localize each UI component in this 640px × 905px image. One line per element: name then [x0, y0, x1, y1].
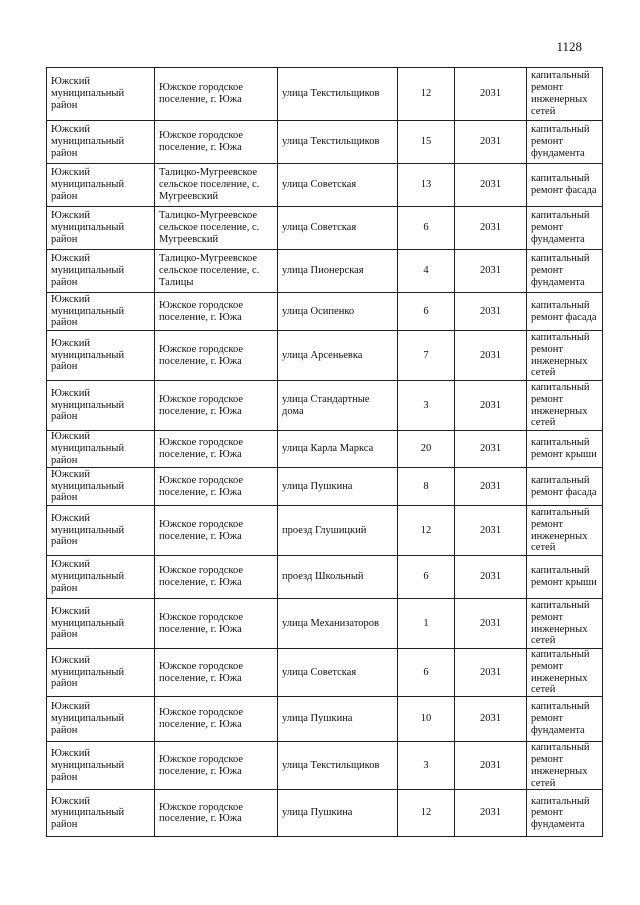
work-type-cell: капитальный ремонт фундамента [527, 207, 603, 250]
settlement-cell: Южское городское поселение, г. Южа [155, 293, 278, 331]
street-cell: улица Пушкина [278, 468, 398, 506]
work-type-cell: капитальный ремонт фасада [527, 164, 603, 207]
settlement-cell: Южское городское поселение, г. Южа [155, 506, 278, 556]
year-cell: 2031 [455, 68, 527, 121]
house-number-cell: 12 [398, 506, 455, 556]
table-row [47, 68, 603, 121]
table-row [47, 468, 603, 506]
table-row [47, 250, 603, 293]
year-cell: 2031 [455, 331, 527, 381]
year-cell: 2031 [455, 431, 527, 468]
street-cell: улица Советская [278, 207, 398, 250]
year-cell: 2031 [455, 697, 527, 742]
house-number-cell: 7 [398, 331, 455, 381]
settlement-cell: Талицко-Мугреевское сельское поселение, с. Мугреевский [155, 164, 278, 207]
district-cell: Южский муниципальный район [47, 164, 155, 207]
district-cell: Южский муниципальный район [47, 431, 155, 468]
year-cell: 2031 [455, 599, 527, 649]
street-cell: улица Советская [278, 649, 398, 697]
settlement-cell: Южское городское поселение, г. Южа [155, 790, 278, 837]
settlement-cell: Южское городское поселение, г. Южа [155, 742, 278, 790]
house-number-cell: 12 [398, 790, 455, 837]
house-number-cell: 20 [398, 431, 455, 468]
settlement-cell: Южское городское поселение, г. Южа [155, 556, 278, 599]
year-cell: 2031 [455, 207, 527, 250]
house-number-cell: 3 [398, 381, 455, 431]
year-cell: 2031 [455, 790, 527, 837]
work-type-cell: капитальный ремонт инженерных сетей [527, 649, 603, 697]
year-cell: 2031 [455, 164, 527, 207]
work-type-cell: капитальный ремонт инженерных сетей [527, 506, 603, 556]
settlement-cell: Южское городское поселение, г. Южа [155, 649, 278, 697]
district-cell: Южский муниципальный район [47, 649, 155, 697]
table-row [47, 331, 603, 381]
district-cell: Южский муниципальный район [47, 599, 155, 649]
house-number-cell: 4 [398, 250, 455, 293]
house-number-cell: 6 [398, 556, 455, 599]
district-cell: Южский муниципальный район [47, 697, 155, 742]
table-row [47, 599, 603, 649]
year-cell: 2031 [455, 121, 527, 164]
street-cell: улица Текстильщиков [278, 121, 398, 164]
settlement-cell: Талицко-Мугреевское сельское поселение, с. Мугреевский [155, 207, 278, 250]
settlement-cell: Южское городское поселение, г. Южа [155, 599, 278, 649]
table-row [47, 506, 603, 556]
settlement-cell: Южское городское поселение, г. Южа [155, 431, 278, 468]
work-type-cell: капитальный ремонт фундамента [527, 250, 603, 293]
house-number-cell: 13 [398, 164, 455, 207]
street-cell: улица Пионерская [278, 250, 398, 293]
settlement-cell: Южское городское поселение, г. Южа [155, 331, 278, 381]
district-cell: Южский муниципальный район [47, 250, 155, 293]
house-number-cell: 1 [398, 599, 455, 649]
table-row [47, 697, 603, 742]
district-cell: Южский муниципальный район [47, 293, 155, 331]
year-cell: 2031 [455, 742, 527, 790]
district-cell: Южский муниципальный район [47, 381, 155, 431]
registry-table-body [47, 68, 603, 837]
district-cell: Южский муниципальный район [47, 742, 155, 790]
street-cell: улица Механизаторов [278, 599, 398, 649]
work-type-cell: капитальный ремонт фасада [527, 468, 603, 506]
table-row [47, 431, 603, 468]
work-type-cell: капитальный ремонт инженерных сетей [527, 742, 603, 790]
table-row [47, 556, 603, 599]
work-type-cell: капитальный ремонт фундамента [527, 790, 603, 837]
registry-table [46, 67, 603, 837]
table-row [47, 164, 603, 207]
work-type-cell: капитальный ремонт фасада [527, 293, 603, 331]
settlement-cell: Южское городское поселение, г. Южа [155, 468, 278, 506]
settlement-cell: Талицко-Мугреевское сельское поселение, с. Талицы [155, 250, 278, 293]
table-row [47, 207, 603, 250]
house-number-cell: 10 [398, 697, 455, 742]
work-type-cell: капитальный ремонт фундамента [527, 121, 603, 164]
house-number-cell: 12 [398, 68, 455, 121]
street-cell: проезд Глушицкий [278, 506, 398, 556]
district-cell: Южский муниципальный район [47, 468, 155, 506]
work-type-cell: капитальный ремонт инженерных сетей [527, 381, 603, 431]
street-cell: улица Карла Маркса [278, 431, 398, 468]
year-cell: 2031 [455, 250, 527, 293]
table-row [47, 742, 603, 790]
district-cell: Южский муниципальный район [47, 331, 155, 381]
work-type-cell: капитальный ремонт инженерных сетей [527, 68, 603, 121]
settlement-cell: Южское городское поселение, г. Южа [155, 381, 278, 431]
street-cell: улица Стандартные дома [278, 381, 398, 431]
district-cell: Южский муниципальный район [47, 506, 155, 556]
house-number-cell: 6 [398, 649, 455, 697]
street-cell: улица Текстильщиков [278, 68, 398, 121]
work-type-cell: капитальный ремонт фундамента [527, 697, 603, 742]
table-row [47, 649, 603, 697]
year-cell: 2031 [455, 293, 527, 331]
house-number-cell: 8 [398, 468, 455, 506]
table-row [47, 121, 603, 164]
table-row [47, 790, 603, 837]
district-cell: Южский муниципальный район [47, 68, 155, 121]
settlement-cell: Южское городское поселение, г. Южа [155, 68, 278, 121]
street-cell: проезд Школьный [278, 556, 398, 599]
page-number: 1128 [556, 39, 582, 54]
work-type-cell: капитальный ремонт инженерных сетей [527, 331, 603, 381]
street-cell: улица Пушкина [278, 790, 398, 837]
house-number-cell: 15 [398, 121, 455, 164]
house-number-cell: 3 [398, 742, 455, 790]
street-cell: улица Пушкина [278, 697, 398, 742]
street-cell: улица Арсеньевка [278, 331, 398, 381]
house-number-cell: 6 [398, 207, 455, 250]
settlement-cell: Южское городское поселение, г. Южа [155, 697, 278, 742]
street-cell: улица Осипенко [278, 293, 398, 331]
district-cell: Южский муниципальный район [47, 121, 155, 164]
year-cell: 2031 [455, 381, 527, 431]
year-cell: 2031 [455, 649, 527, 697]
work-type-cell: капитальный ремонт инженерных сетей [527, 599, 603, 649]
street-cell: улица Советская [278, 164, 398, 207]
district-cell: Южский муниципальный район [47, 207, 155, 250]
year-cell: 2031 [455, 468, 527, 506]
street-cell: улица Текстильщиков [278, 742, 398, 790]
settlement-cell: Южское городское поселение, г. Южа [155, 121, 278, 164]
house-number-cell: 6 [398, 293, 455, 331]
year-cell: 2031 [455, 556, 527, 599]
year-cell: 2031 [455, 506, 527, 556]
work-type-cell: капитальный ремонт крыши [527, 431, 603, 468]
table-row [47, 381, 603, 431]
work-type-cell: капитальный ремонт крыши [527, 556, 603, 599]
district-cell: Южский муниципальный район [47, 556, 155, 599]
table-row [47, 293, 603, 331]
district-cell: Южский муниципальный район [47, 790, 155, 837]
